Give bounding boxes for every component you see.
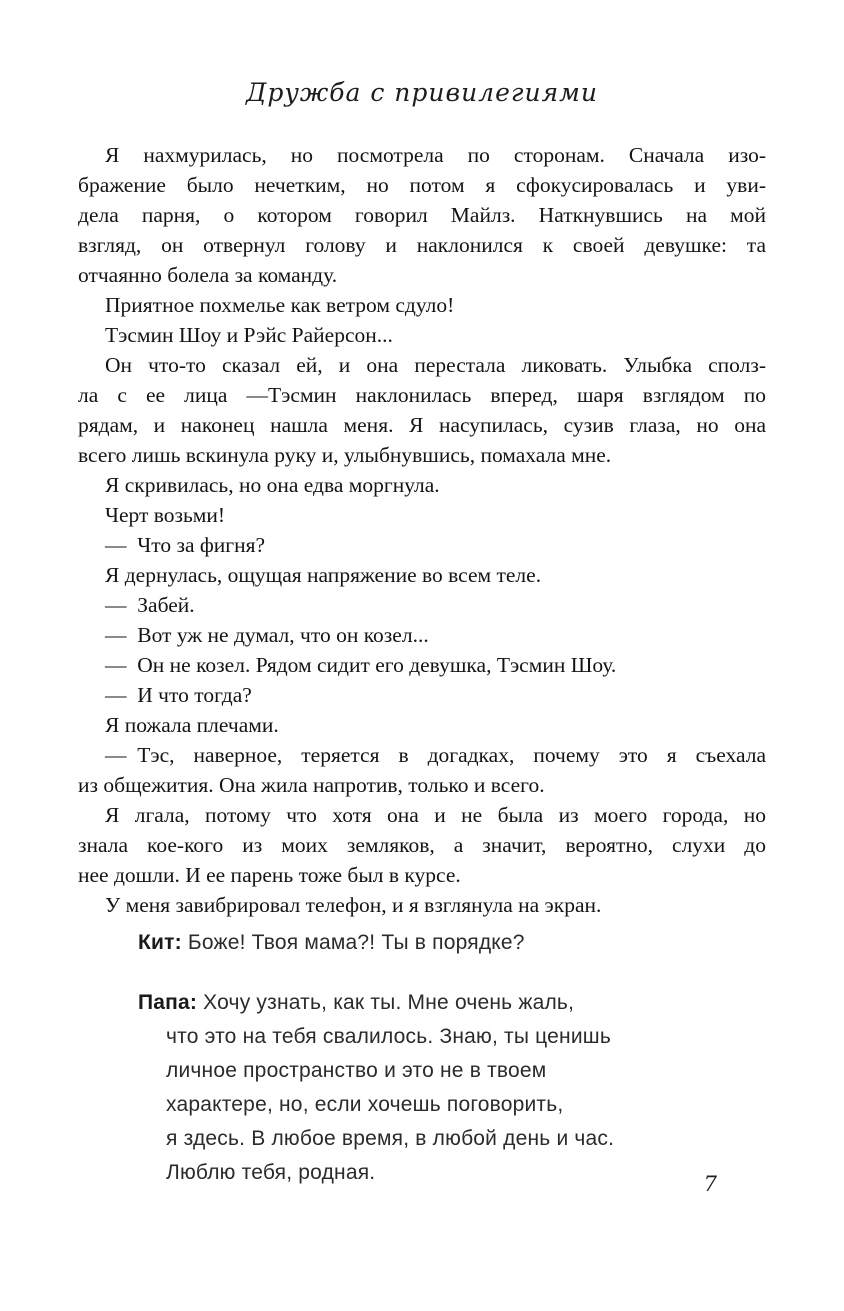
messages xyxy=(138,926,683,1216)
body-line: нее дошли. И ее парень тоже был в курсе. xyxy=(78,863,461,887)
paragraph xyxy=(78,530,766,560)
paragraph xyxy=(78,800,766,890)
message-line: я здесь. В любое время, в любой день и час. xyxy=(166,1127,615,1150)
paragraph xyxy=(78,650,766,680)
message-sender: Кит: xyxy=(138,931,188,954)
paragraph xyxy=(78,140,766,290)
paragraph xyxy=(78,590,766,620)
message-line: Кит: Боже! Твоя мама?! Ты в порядке? xyxy=(138,931,525,954)
paragraph xyxy=(78,350,766,470)
body-line: дела парня, о котором говорил Майлз. Наткнувшись на мой xyxy=(78,203,766,227)
body-line: Черт возьми! xyxy=(105,503,226,527)
paragraph xyxy=(78,560,766,590)
body-line: Я нахмурилась, но посмотрела по сторонам. Сначала изо- xyxy=(105,143,766,167)
message-line: личное пространство и это не в твоем xyxy=(166,1059,547,1082)
body-line: Тэсмин Шоу и Рэйс Райерсон... xyxy=(105,323,393,347)
message-line: Люблю тебя, родная. xyxy=(166,1161,376,1184)
page-number: 7 xyxy=(703,1172,717,1196)
paragraph xyxy=(78,290,766,320)
paragraph xyxy=(78,470,766,500)
body-line: Я скривилась, но она едва моргнула. xyxy=(105,473,440,497)
body-line: из общежития. Она жила напротив, только и всего. xyxy=(78,773,545,797)
paragraph xyxy=(78,740,766,800)
body-line: — Забей. xyxy=(105,593,195,617)
body-line: ла с ее лица —Тэсмин наклонилась вперед, шаря взглядом по xyxy=(78,383,766,407)
body-line: знала кое-кого из моих земляков, а значит, вероятно, слухи до xyxy=(78,833,766,857)
paragraph xyxy=(78,500,766,530)
paragraph xyxy=(78,680,766,710)
message-line: что это на тебя свалилось. Знаю, ты ценишь xyxy=(166,1025,611,1048)
body-line: — Что за фигня? xyxy=(105,533,266,557)
body-line: У меня завибрировал телефон, и я взглянула на экран. xyxy=(105,893,602,917)
body-line: Я дернулась, ощущая напряжение во всем теле. xyxy=(105,563,542,587)
message-sender: Папа: xyxy=(138,991,204,1014)
body-line: — Он не козел. Рядом сидит его девушка, Тэсмин Шоу. xyxy=(105,653,617,677)
body-line: — И что тогда? xyxy=(105,683,252,707)
body-line: — Вот уж не думал, что он козел... xyxy=(105,623,429,647)
body-line: Он что-то сказал ей, и она перестала ликовать. Улыбка сполз- xyxy=(105,353,766,377)
text-message xyxy=(138,926,683,960)
message-line: Папа: Хочу узнать, как ты. Мне очень жаль, xyxy=(138,991,575,1014)
body-line: бражение было нечетким, но потом я сфокусировалась и уви- xyxy=(78,173,766,197)
paragraph xyxy=(78,620,766,650)
paragraph xyxy=(78,320,766,350)
body-line: — Тэс, наверное, теряется в догадках, почему это я съехала xyxy=(105,743,766,767)
body-line: Я пожала плечами. xyxy=(105,713,279,737)
running-head: Дружба с привилегиями xyxy=(246,78,598,107)
body-line: всего лишь вскинула руку и, улыбнувшись, помахала мне. xyxy=(78,443,612,467)
body-line: Я лгала, потому что хотя она и не была из моего города, но xyxy=(105,803,766,827)
paragraph xyxy=(78,710,766,740)
body-line: взгляд, он отвернул голову и наклонился к своей девушке: та xyxy=(78,233,766,257)
paragraph xyxy=(78,890,766,920)
body-line: рядам, и наконец нашла меня. Я насупилась, сузив глаза, но она xyxy=(78,413,766,437)
message-line: характере, но, если хочешь поговорить, xyxy=(166,1093,564,1116)
body-text xyxy=(78,140,766,920)
body-line: Приятное похмелье как ветром сдуло! xyxy=(105,293,455,317)
text-message xyxy=(138,986,683,1190)
body-line: отчаянно болела за команду. xyxy=(78,263,338,287)
